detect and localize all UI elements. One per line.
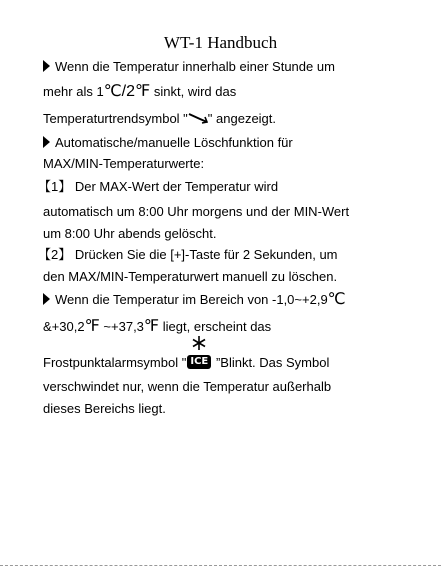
temp-unit: ℉ xyxy=(84,318,100,335)
temp-unit: ℉ xyxy=(143,318,160,335)
p3-line-3: um 8:00 Uhr abends gelöscht. xyxy=(43,226,217,241)
p5-line-4: verschwindet nur, wenn die Temperatur außerhalb xyxy=(43,379,332,394)
temp-unit: ℃/2℉ xyxy=(103,83,151,100)
p2-line-1: Automatische/manuelle Löschfunktion für xyxy=(43,134,293,151)
temp-unit: ℃ xyxy=(327,291,346,308)
p1-line-1: Wenn die Temperatur innerhalb einer Stunde um xyxy=(43,58,335,75)
p3-line-1: 【1】 Der MAX-Wert der Temperatur wird xyxy=(38,179,279,194)
p5-line-1: Wenn die Temperatur im Bereich von -1,0~+2,9℃ xyxy=(43,291,346,308)
bullet-triangle-icon xyxy=(43,136,50,148)
bullet-triangle-icon xyxy=(43,293,50,305)
ice-icon: ICE xyxy=(187,355,211,369)
temperature-trend-icon xyxy=(188,111,208,125)
p5-line-5: dieses Bereichs liegt. xyxy=(43,401,166,416)
frost-alarm-icon xyxy=(186,355,212,369)
p1-line-3: Temperaturtrendsymbol " " angezeigt. xyxy=(43,111,277,126)
p4-line-2: den MAX/MIN-Temperaturwert manuell zu löschen. xyxy=(43,269,338,284)
bullet-triangle-icon xyxy=(43,60,50,72)
p2-line-2: MAX/MIN-Temperaturwerte: xyxy=(43,156,205,171)
p5-line-3: Frostpunktalarmsymbol " ICE ”Blinkt. Das Symbol xyxy=(43,354,329,371)
p1-line-2: mehr als 1℃/2℉ sinkt, wird das xyxy=(43,83,237,100)
snowflake-icon xyxy=(191,335,207,351)
page-bottom-divider xyxy=(0,565,441,566)
p5-line-2: &+30,2℉ ~+37,3℉ liegt, erscheint das xyxy=(43,318,272,335)
p4-line-1: 【2】 Drücken Sie die [+]-Taste für 2 Sekunden, um xyxy=(38,247,338,262)
p3-line-2: automatisch um 8:00 Uhr morgens und der MIN-Wert xyxy=(43,204,350,219)
page-title: WT-1 Handbuch xyxy=(163,33,278,52)
